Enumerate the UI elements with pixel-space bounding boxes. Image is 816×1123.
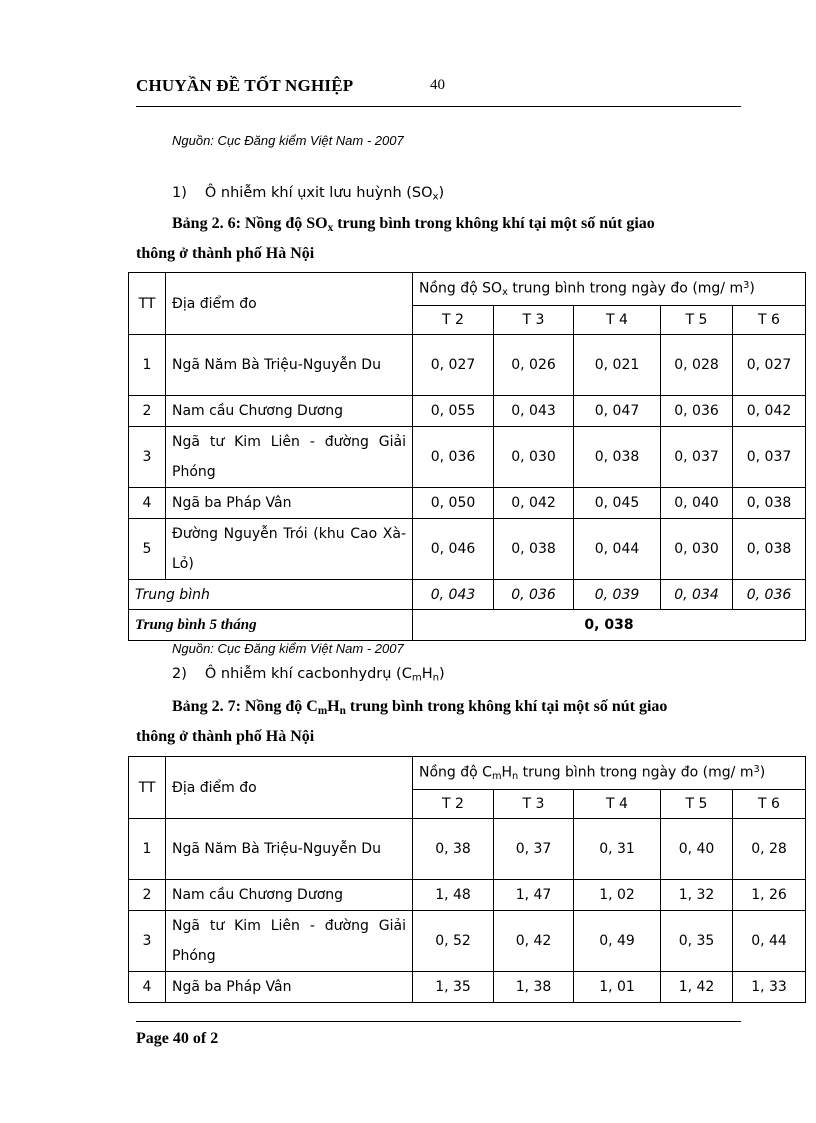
table2-month-header: T 6 (733, 790, 806, 819)
row-number: 3 (129, 911, 166, 972)
table1-month-header: T 4 (574, 306, 661, 335)
section1-number: 1) (172, 185, 187, 201)
table-row (129, 488, 806, 519)
five-month-label: Trung bình 5 tháng (129, 610, 413, 641)
table1-month-header: T 5 (661, 306, 733, 335)
table-row (129, 880, 806, 911)
table2-month-header: T 4 (574, 790, 661, 819)
value-cell: 0, 042 (494, 488, 574, 519)
table-row (129, 819, 806, 880)
row-number: 4 (129, 488, 166, 519)
value-cell: 0, 046 (413, 519, 494, 580)
table1-header-group: Nồng độ $SO_x$ trung bình trong ngày đo (mg/ $m^3$) (413, 273, 806, 306)
value-cell: 0, 38 (413, 819, 494, 880)
row-number: 1 (129, 819, 166, 880)
section1-text: Ô nhiễm khí ụxit lưu huỳnh (SO (204, 185, 433, 201)
value-cell: 0, 042 (733, 396, 806, 427)
average-value: 0, 034 (661, 580, 733, 610)
value-cell: 1, 26 (733, 880, 806, 911)
location-name: Ngã ba Pháp Vân (166, 972, 413, 1003)
location-name: Ngã Năm Bà Triệu-Nguyễn Du (166, 819, 413, 880)
value-cell: 0, 35 (661, 911, 733, 972)
table1-caption: Bảng 2. 6: Nồng độ $SO_x$ trung bình trong không khí tại một số nút giao (172, 215, 655, 234)
average-value: 0, 043 (413, 580, 494, 610)
value-cell: 0, 026 (494, 335, 574, 396)
row-number: 2 (129, 880, 166, 911)
value-cell: 1, 38 (494, 972, 574, 1003)
value-cell: 0, 040 (661, 488, 733, 519)
footer-divider (136, 1021, 741, 1022)
location-name: Ngã ba Pháp Vân (166, 488, 413, 519)
value-cell: 1, 01 (574, 972, 661, 1003)
value-cell: 0, 044 (574, 519, 661, 580)
value-cell: 0, 37 (494, 819, 574, 880)
section2-text: Ô nhiễm khí cacbonhydrụ (C (204, 666, 412, 682)
value-cell: 0, 52 (413, 911, 494, 972)
row-number: 5 (129, 519, 166, 580)
page-header-number: 40 (430, 77, 445, 93)
table-row (129, 972, 806, 1003)
table1-caption-line2: thông ở thành phố Hà Nội (136, 245, 315, 262)
value-cell: 0, 028 (661, 335, 733, 396)
value-cell: 0, 28 (733, 819, 806, 880)
table1-month-header: T 3 (494, 306, 574, 335)
value-cell: 0, 030 (494, 427, 574, 488)
table2-header-tt: TT (129, 757, 166, 819)
value-cell: 0, 40 (661, 819, 733, 880)
value-cell: 0, 038 (733, 519, 806, 580)
row-number: 3 (129, 427, 166, 488)
value-cell: 0, 31 (574, 819, 661, 880)
location-name: Ngã tư Kim Liên - đường Giải Phóng (166, 911, 413, 972)
value-cell: 0, 036 (413, 427, 494, 488)
table2-caption: Bảng 2. 7: Nồng độ $C_mH_n$ trung bình trong không khí tại một số nút giao (172, 698, 668, 717)
row-number: 1 (129, 335, 166, 396)
value-cell: 0, 49 (574, 911, 661, 972)
value-cell: 0, 055 (413, 396, 494, 427)
table2-month-header: T 2 (413, 790, 494, 819)
value-cell: 1, 35 (413, 972, 494, 1003)
value-cell: 0, 037 (733, 427, 806, 488)
value-cell: 0, 038 (733, 488, 806, 519)
value-cell: 0, 045 (574, 488, 661, 519)
page-footer: Page 40 of 2 (136, 1030, 219, 1047)
table2-month-header: T 3 (494, 790, 574, 819)
location-name: Đường Nguyễn Trói (khu Cao Xà-Lỏ) (166, 519, 413, 580)
row-number: 4 (129, 972, 166, 1003)
table-row (129, 335, 806, 396)
value-cell: 0, 42 (494, 911, 574, 972)
table1-header-tt: TT (129, 273, 166, 335)
average-label: Trung bình (129, 580, 413, 610)
location-name: Ngã tư Kim Liên - đường Giải Phóng (166, 427, 413, 488)
location-name: Nam cầu Chương Dương (166, 396, 413, 427)
table1-header-location: Địa điểm đo (166, 273, 413, 335)
value-cell: 0, 027 (413, 335, 494, 396)
value-cell: 0, 043 (494, 396, 574, 427)
table-5month-row (129, 610, 806, 641)
row-number: 2 (129, 396, 166, 427)
average-value: 0, 036 (494, 580, 574, 610)
table-cmhn (128, 756, 806, 1003)
location-name: Nam cầu Chương Dương (166, 880, 413, 911)
page-header-title: CHUYẦN ĐỀ TỐT NGHIỆP (136, 76, 354, 95)
value-cell: 0, 44 (733, 911, 806, 972)
value-cell: 0, 030 (661, 519, 733, 580)
table2-caption-line2: thông ở thành phố Hà Nội (136, 728, 315, 745)
section2-heading: 2) Ô nhiễm khí cacbonhydrụ $(C_mH_n)$ (172, 666, 445, 684)
value-cell: 0, 038 (494, 519, 574, 580)
table-row (129, 519, 806, 580)
table-average-row (129, 580, 806, 610)
table1-source-note: Nguồn: Cục Đăng kiểm Việt Nam - 2007 (172, 641, 404, 656)
table2-header-group: Nồng độ $C_mH_n$ trung bình trong ngày đo (mg/ $m^3$) (413, 757, 806, 790)
top-source-note: Nguồn: Cục Đăng kiểm Việt Nam - 2007 (172, 133, 404, 148)
header-divider (136, 106, 741, 107)
table2-header-location: Địa điểm đo (166, 757, 413, 819)
value-cell: 0, 047 (574, 396, 661, 427)
table-row (129, 427, 806, 488)
section2-number: 2) (172, 666, 187, 682)
table2-month-header: T 5 (661, 790, 733, 819)
value-cell: 1, 42 (661, 972, 733, 1003)
value-cell: 1, 32 (661, 880, 733, 911)
table1-month-header: T 2 (413, 306, 494, 335)
value-cell: 0, 021 (574, 335, 661, 396)
table-row (129, 396, 806, 427)
value-cell: 0, 036 (661, 396, 733, 427)
table1-month-header: T 6 (733, 306, 806, 335)
table-row (129, 911, 806, 972)
value-cell: 0, 027 (733, 335, 806, 396)
value-cell: 1, 02 (574, 880, 661, 911)
location-name: Ngã Năm Bà Triệu-Nguyễn Du (166, 335, 413, 396)
value-cell: 1, 47 (494, 880, 574, 911)
value-cell: 1, 33 (733, 972, 806, 1003)
value-cell: 0, 037 (661, 427, 733, 488)
five-month-value: 0, 038 (413, 610, 806, 641)
table-so2 (128, 272, 806, 641)
average-value: 0, 039 (574, 580, 661, 610)
value-cell: 0, 038 (574, 427, 661, 488)
average-value: 0, 036 (733, 580, 806, 610)
value-cell: 1, 48 (413, 880, 494, 911)
value-cell: 0, 050 (413, 488, 494, 519)
section1-heading: 1) Ô nhiễm khí ụxit lưu huỳnh $(SO_x)$ (172, 185, 445, 203)
